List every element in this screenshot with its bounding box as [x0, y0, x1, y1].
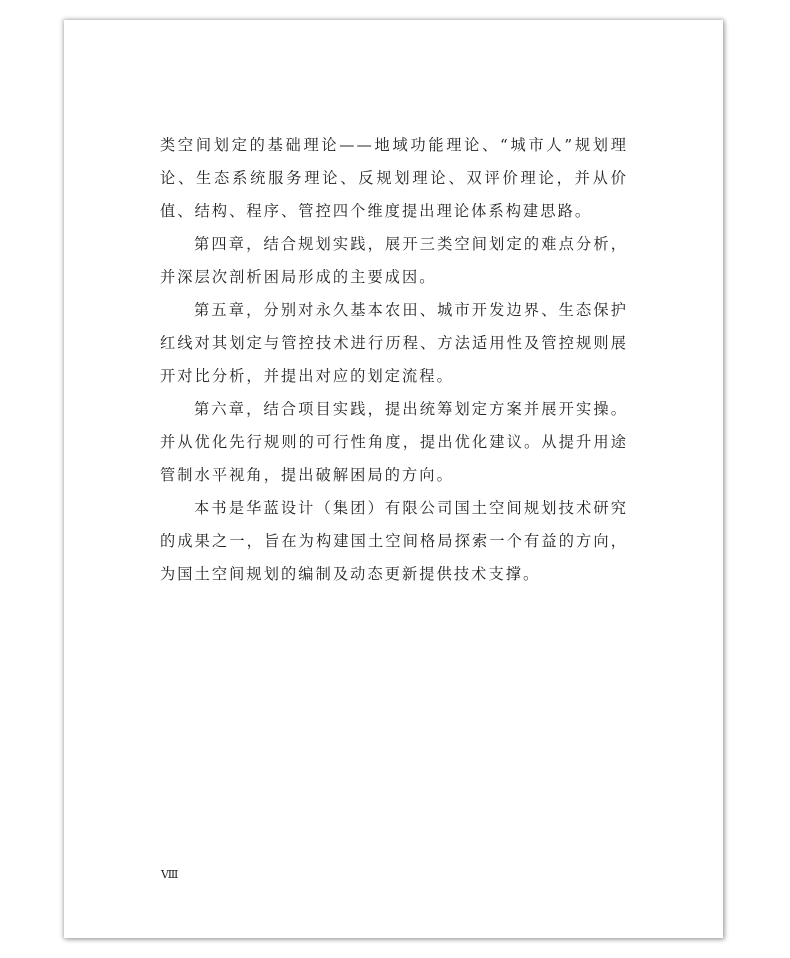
paragraph-chapter-6: 第六章，结合项目实践，提出统筹划定方案并展开实操。并从优化先行规则的可行性角度，提出优化建议。从提升用途管制水平视角，提出破解困局的方向。 — [160, 400, 628, 484]
paragraph-continuation: 类空间划定的基础理论——地域功能理论、“城市人”规划理论、生态系统服务理论、反规划理论、双评价理论，并从价值、结构、程序、管控四个维度提出理论体系构建思路。 — [160, 136, 628, 220]
page-number: Ⅷ — [161, 869, 179, 881]
paragraph-chapter-5: 第五章，分别对永久基本农田、城市开发边界、生态保护红线对其划定与管控技术进行历程、方法适用性及管控规则展开对比分析，并提出对应的划定流程。 — [160, 301, 628, 385]
body-text — [160, 129, 628, 591]
paragraph-book-summary: 本书是华蓝设计（集团）有限公司国土空间规划技术研究的成果之一，旨在为构建国土空间格局探索一个有益的方向，为国土空间规划的编制及动态更新提供技术支撑。 — [160, 499, 628, 583]
paragraph-chapter-4: 第四章，结合规划实践，展开三类空间划定的难点分析，并深层次剖析困局形成的主要成因。 — [160, 235, 628, 286]
book-page — [64, 20, 723, 938]
